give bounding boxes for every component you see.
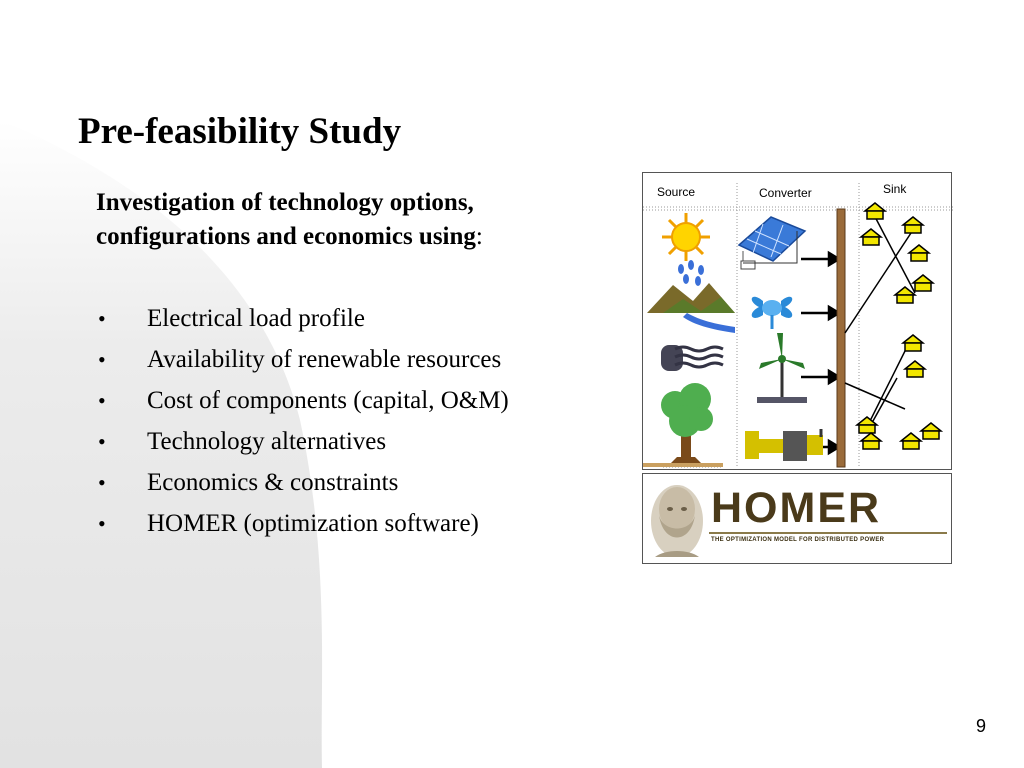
- bullet-dot: •: [98, 429, 106, 454]
- house-icon: [861, 433, 881, 449]
- bullet-dot: •: [98, 347, 106, 372]
- wind-turbine-icon: [757, 333, 807, 403]
- rain-icon: [678, 260, 704, 286]
- sun-icon: [662, 213, 710, 261]
- house-icon: [865, 203, 885, 219]
- bullet-item: [96, 339, 509, 380]
- bullet-dot: •: [98, 511, 106, 536]
- homer-logo: [642, 473, 952, 564]
- bullet-dot: •: [98, 470, 106, 495]
- bullet-dot: •: [98, 306, 106, 331]
- sink-label: Sink: [883, 182, 907, 196]
- bullet-item: [96, 503, 509, 544]
- intro-bold-text: Investigation of technology options, configurations and economics using: [96, 189, 476, 250]
- diagram-graphic: [643, 173, 953, 471]
- homer-bust-icon: [645, 475, 711, 563]
- intro-text: [96, 186, 616, 254]
- bullet-text: Availability of renewable resources: [147, 346, 502, 373]
- bullet-list: [96, 298, 509, 544]
- homer-tagline: THE OPTIMIZATION MODEL FOR DISTRIBUTED POWER: [711, 537, 885, 543]
- bullet-item: [96, 298, 509, 339]
- bullet-text: HOMER (optimization software): [147, 510, 479, 537]
- source-label: Source: [657, 185, 696, 199]
- homer-underline: [709, 532, 947, 534]
- bullet-text: Electrical load profile: [147, 305, 365, 332]
- house-icon: [921, 423, 941, 439]
- house-icons: [857, 203, 941, 449]
- page-number: 9: [976, 716, 987, 736]
- bus-bar: [837, 209, 845, 467]
- homer-wordmark: HOMER: [711, 484, 882, 532]
- hydro-mountain-icon: [647, 283, 735, 333]
- slide-title: Pre-feasibility Study: [78, 111, 402, 152]
- house-icon: [861, 229, 881, 245]
- house-icon: [909, 245, 929, 261]
- bullet-dot: •: [98, 388, 106, 413]
- converter-arrows: [801, 253, 839, 453]
- hydro-turbine-icon: [752, 297, 792, 329]
- intro-colon: :: [475, 223, 483, 250]
- bullet-text: Cost of components (capital, O&M): [147, 387, 509, 414]
- house-icon: [913, 275, 933, 291]
- house-icon: [905, 361, 925, 377]
- power-system-diagram: [642, 172, 952, 470]
- converter-label: Converter: [759, 186, 812, 200]
- bullet-item: [96, 462, 509, 503]
- geothermal-icon: [661, 345, 723, 371]
- house-icon: [903, 217, 923, 233]
- house-icon: [901, 433, 921, 449]
- house-icon: [903, 335, 923, 351]
- bullet-text: Technology alternatives: [147, 428, 387, 455]
- tree-icon: [643, 383, 723, 467]
- bullet-item: [96, 421, 509, 462]
- house-icon: [895, 287, 915, 303]
- bullet-item: [96, 380, 509, 421]
- bullet-text: Economics & constraints: [147, 469, 399, 496]
- solar-panel-icon: [739, 217, 805, 269]
- generator-icon: [745, 429, 823, 461]
- distribution-lines: [845, 213, 915, 427]
